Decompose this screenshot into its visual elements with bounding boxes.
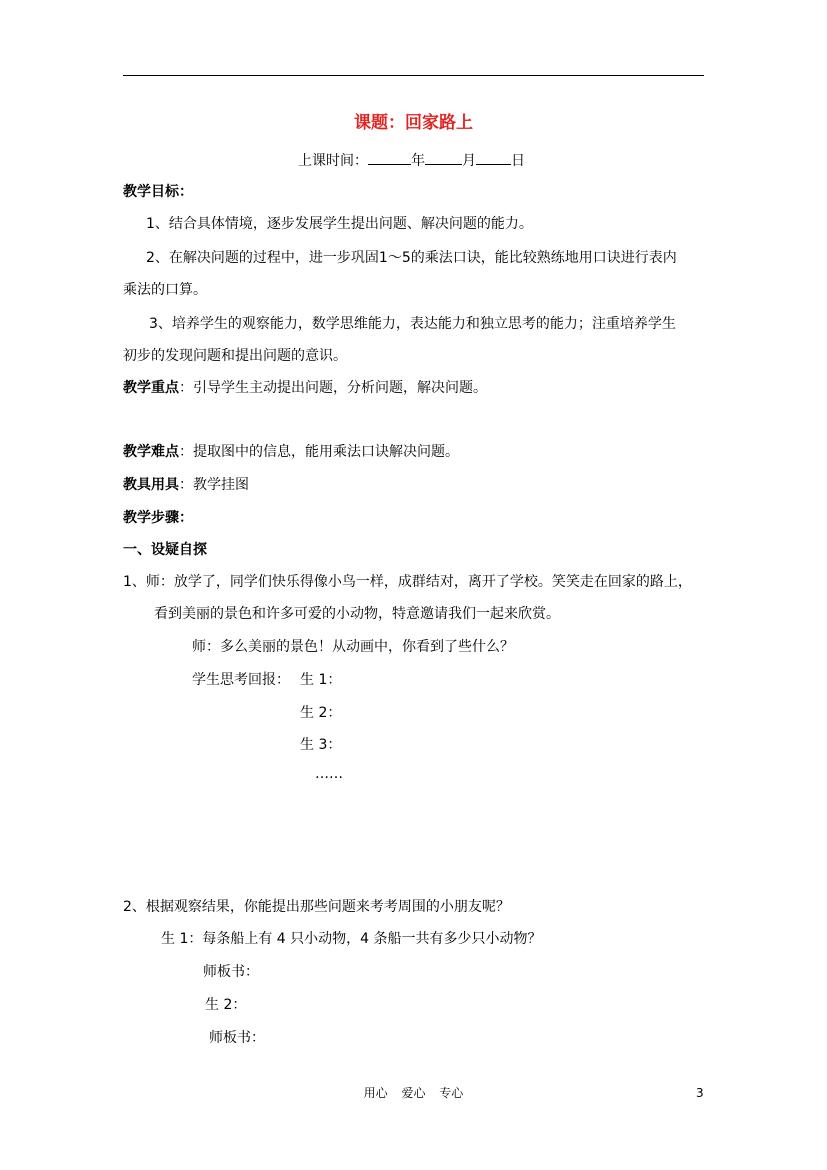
step1-line1: 1、师：放学了，同学们快乐得像小鸟一样，成群结对，离开了学校。笑笑走在回家的路上， (123, 574, 692, 590)
objective-1: 1、结合具体情境，逐步发展学生提出问题、解决问题的能力。 (146, 216, 533, 232)
footer-motto: 用心 爱心 专心 (363, 1086, 464, 1100)
class-date-line (298, 150, 525, 171)
step2-question: 2、根据观察结果，你能提出那些问题来考考周围的小朋友呢？ (123, 899, 510, 915)
page-title: 课题：回家路上 (354, 113, 473, 133)
objective-2-line2: 乘法的口算。 (123, 282, 207, 298)
key-point-label: 教学重点 (123, 380, 179, 396)
tools-text: ：教学挂图 (179, 477, 249, 493)
date-label: 上课时间： (298, 153, 368, 169)
day-blank (476, 150, 511, 165)
step1-line2: 看到美丽的景色和许多可爱的小动物，特意邀请我们一起来欣赏。 (154, 606, 560, 622)
student-3-label: 生 3： (300, 737, 342, 753)
student-2-label: 生 2： (300, 705, 342, 721)
key-point-text: ：引导学生主动提出问题，分析问题，解决问题。 (179, 380, 487, 396)
tools (123, 475, 249, 495)
teacher-question: 师：多么美丽的景色！从动画中，你看到了些什么？ (192, 639, 514, 655)
steps-heading: 教学步骤： (123, 510, 193, 526)
header-rule (123, 75, 704, 76)
day-label: 日 (511, 153, 525, 169)
page-number: 3 (696, 1086, 704, 1100)
objectives-heading: 教学目标： (123, 184, 193, 200)
year-label: 年 (411, 153, 425, 169)
tools-label: 教具用具 (123, 477, 179, 493)
student-report-label: 学生思考回报： (192, 672, 290, 688)
objective-3-line1: 3、培养学生的观察能力，数学思维能力，表达能力和独立思考的能力；注重培养学生 (149, 316, 676, 332)
step2-student-2: 生 2： (205, 997, 247, 1013)
board-note-2: 师板书： (209, 1030, 265, 1046)
difficulty-label: 教学难点 (123, 444, 179, 460)
ellipsis: …… (315, 766, 343, 782)
objective-3-line2: 初步的发现问题和提出问题的意识。 (123, 348, 347, 364)
month-label: 月 (462, 153, 476, 169)
month-blank (425, 150, 462, 165)
board-note-1: 师板书： (203, 964, 259, 980)
difficulty-text: ：提取图中的信息，能用乘法口诀解决问题。 (179, 444, 459, 460)
objective-2-line1: 2、在解决问题的过程中，进一步巩固1～5的乘法口诀，能比较熟练地用口诀进行表内 (146, 250, 677, 266)
student-1-label: 生 1： (300, 672, 342, 688)
key-point (123, 378, 487, 398)
step2-student-1: 生 1：每条船上有 4 只小动物，4 条船一共有多少只小动物？ (161, 931, 542, 947)
difficulty (123, 442, 459, 462)
year-blank (368, 150, 411, 165)
section-1-heading: 一、设疑自探 (123, 542, 207, 558)
